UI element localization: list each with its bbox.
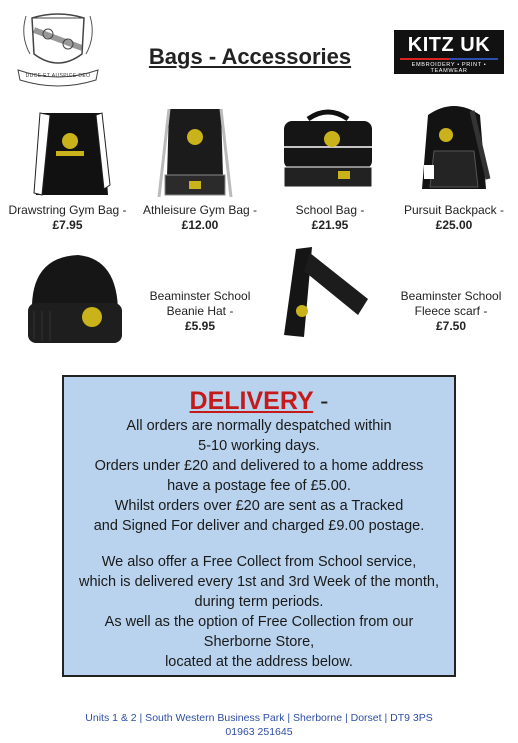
product-price: £7.95 (52, 218, 83, 232)
product-price: £7.50 (435, 319, 467, 333)
delivery-line: which is delivered every 1st and 3rd Week of the month, (78, 574, 439, 590)
delivery-info-box (62, 375, 456, 677)
product-beanie-hat[interactable] (0, 245, 270, 355)
athleisure-bag-icon (155, 103, 235, 203)
product-price: £25.00 (435, 218, 473, 232)
product-fleece-scarf[interactable] (270, 245, 518, 355)
product-name: School Bag - (295, 203, 365, 217)
delivery-heading: DELIVERY (189, 387, 314, 415)
product-name-line2: Fleece scarf - (414, 304, 488, 318)
product-drawstring-bag[interactable] (0, 95, 135, 240)
delivery-title (64, 387, 454, 416)
delivery-line: All orders are normally despatched within (126, 418, 392, 434)
brand-name: KITZ UK (407, 34, 491, 56)
page-title: Bags - Accessories (148, 44, 352, 69)
product-name-line1: Beaminster School (400, 289, 502, 303)
crest-motto: DUCE ET AUSPICE DEO (25, 73, 91, 79)
delivery-line: have a postage fee of £5.00. (167, 478, 351, 494)
delivery-line: during term periods. (194, 594, 324, 610)
product-price: £12.00 (181, 218, 219, 232)
product-price: £5.95 (184, 319, 216, 333)
school-crest (12, 10, 104, 90)
product-athleisure-bag[interactable] (135, 95, 270, 240)
delivery-line: As well as the option of Free Collection from our (104, 614, 414, 630)
kitz-logo (394, 30, 504, 74)
product-school-bag[interactable] (270, 95, 390, 240)
product-name: Pursuit Backpack - (403, 203, 505, 217)
drawstring-bag-icon (30, 105, 112, 200)
delivery-line: located at the address below. (165, 654, 353, 670)
school-bag-icon (278, 109, 378, 195)
delivery-heading-dash: - (320, 387, 329, 415)
backpack-icon (416, 101, 492, 197)
delivery-line: Whilst orders over £20 are sent as a Tracked (114, 498, 404, 514)
product-name-line2: Beanie Hat - (166, 304, 234, 318)
footer-address: Units 1 & 2 | South Western Business Park | Sherborne | Dorset | DT9 3PS (85, 712, 433, 724)
delivery-line: Sherborne Store, (203, 634, 315, 650)
footer-phone: 01963 251645 (225, 726, 293, 738)
beanie-icon (22, 251, 126, 347)
scarf-icon (274, 245, 374, 341)
product-name: Drawstring Gym Bag - (8, 203, 127, 217)
product-price: £21.95 (311, 218, 349, 232)
product-name: Athleisure Gym Bag - (142, 203, 258, 217)
delivery-line: 5-10 working days. (198, 438, 320, 454)
delivery-line: and Signed For deliver and charged £9.00 postage. (93, 518, 425, 534)
delivery-line: We also offer a Free Collect from School service, (101, 554, 417, 570)
delivery-line: Orders under £20 and delivered to a home address (94, 458, 424, 474)
brand-tagline: EMBROIDERY • PRINT • TEAMWEAR (400, 58, 498, 74)
product-pursuit-backpack[interactable] (390, 95, 518, 240)
product-name-line1: Beaminster School (149, 289, 251, 303)
